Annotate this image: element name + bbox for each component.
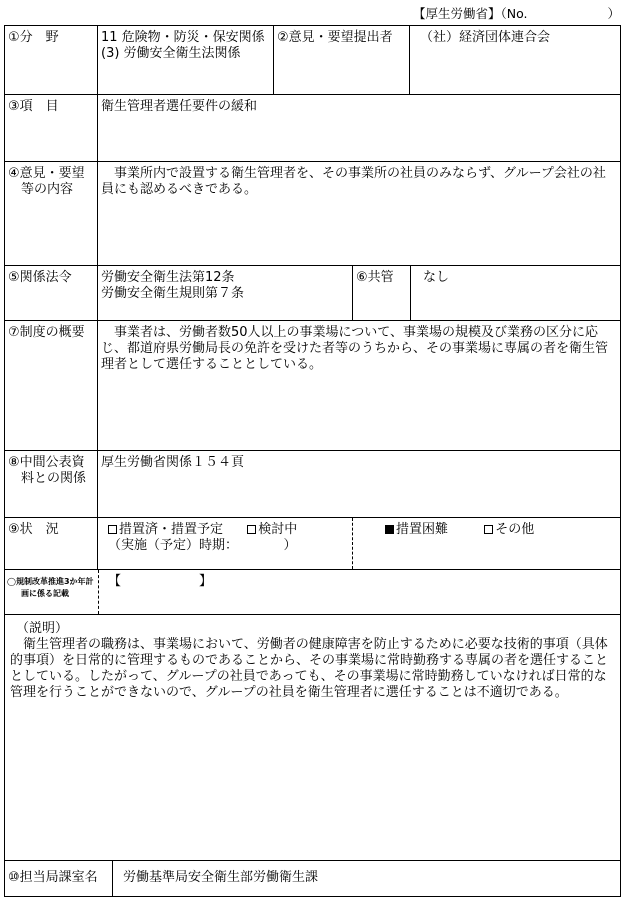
- status-schedule: （実施（予定）時期： ）: [108, 538, 297, 553]
- office-value: 労働基準局安全衛生部労働衛生課: [123, 870, 319, 885]
- explanation-text: 衛生管理者の職務は、事業場において、労働者の健康障害を防止するために必要な技術的事項（具体的事項）を日常的に管理するものであることから、その事業場に常時勤務する専属の者を選任することとしている。したがって、グループの社員であっても、その事業場に常時勤務していなければ日常的な管理を行うことができないので、グループの社員を衛生管理者に選任することは不適切である。: [10, 637, 609, 700]
- item-label: ③項 目: [5, 95, 98, 161]
- laws-value-line1: 労働安全衛生法第12条: [101, 270, 235, 285]
- laws-value-line2: 労働安全衛生規則第７条: [101, 286, 245, 301]
- explanation-box: [5, 615, 620, 860]
- system-value: 事業者は、労働者数50人以上の事業場について、事業場の規模及び業務の区分に応じ、都道府県労働局長の免許を受けた者等のうちから、その事業場に専属の者を衛生管理者として選任することとしている。: [101, 325, 609, 372]
- checkbox-under-review[interactable]: [247, 525, 256, 534]
- content-label-line2: 等の内容: [21, 182, 74, 197]
- laws-value: [98, 266, 353, 320]
- field-value-line2: (3) 労働安全衛生法関係: [101, 46, 241, 61]
- number-close: ）: [607, 6, 621, 21]
- submitter-value: （社）経済団体連合会: [420, 30, 551, 45]
- interim-value: 厚生労働省関係１５４頁: [101, 455, 245, 470]
- status-opt1: 措置済・措置予定: [119, 522, 224, 537]
- field-label: ①分 野: [5, 26, 98, 94]
- content-value: 事業所内で設置する衛生管理者を、その事業所の社員のみならず、グループ会社の社員にも認めるべきである。: [101, 166, 606, 197]
- laws-label: ⑤関係法令: [5, 266, 98, 320]
- document-header: [413, 4, 620, 22]
- checkbox-difficult[interactable]: [385, 525, 394, 534]
- status-label: ⑨状 況: [5, 518, 98, 569]
- row-laws: [5, 265, 620, 320]
- row-office: [5, 860, 620, 896]
- office-label: ⑩担当局課室名: [5, 861, 113, 896]
- plan-value: 【 】: [108, 574, 213, 589]
- system-label: ⑦制度の概要: [5, 321, 98, 450]
- plan-label-line1: ◯規制改革推進3か年計: [7, 577, 94, 586]
- item-value: 衛生管理者選任要件の緩和: [101, 99, 258, 114]
- status-right: [353, 518, 620, 569]
- row-system: [5, 320, 620, 450]
- jurisdiction-value: なし: [423, 270, 450, 285]
- row-field: [5, 26, 620, 94]
- row-content: [5, 161, 620, 265]
- plan-label: [5, 570, 98, 614]
- row-plan: [5, 569, 620, 614]
- field-value-line1: 11 危険物・防災・保安関係: [101, 30, 265, 45]
- interim-label: [5, 451, 98, 517]
- request-form: [4, 25, 621, 897]
- row-item: [5, 94, 620, 161]
- content-label: [5, 162, 98, 265]
- explanation-heading: （説明）: [16, 621, 69, 636]
- status-opt4: その他: [495, 522, 535, 537]
- interim-label-line1: ⑧中間公表資: [8, 455, 85, 470]
- interim-label-line2: 料との関係: [21, 471, 87, 486]
- status-opt2: 検討中: [258, 522, 298, 537]
- row-interim: [5, 450, 620, 517]
- status-left: [98, 518, 352, 569]
- row-status: [5, 517, 620, 569]
- status-opt3: 措置困難: [396, 522, 449, 537]
- plan-label-line2: 画に係る記載: [21, 589, 69, 598]
- row-explanation: [5, 614, 620, 860]
- field-value: [98, 26, 274, 94]
- jurisdiction-label: ⑥共管: [353, 266, 411, 320]
- checkbox-other[interactable]: [484, 525, 493, 534]
- submitter-label: ②意見・要望提出者: [274, 26, 410, 94]
- number-label: （No.: [500, 6, 528, 21]
- ministry-label: 【厚生労働省】: [413, 6, 501, 21]
- content-label-line1: ④意見・要望: [8, 166, 85, 181]
- checkbox-implemented[interactable]: [108, 525, 117, 534]
